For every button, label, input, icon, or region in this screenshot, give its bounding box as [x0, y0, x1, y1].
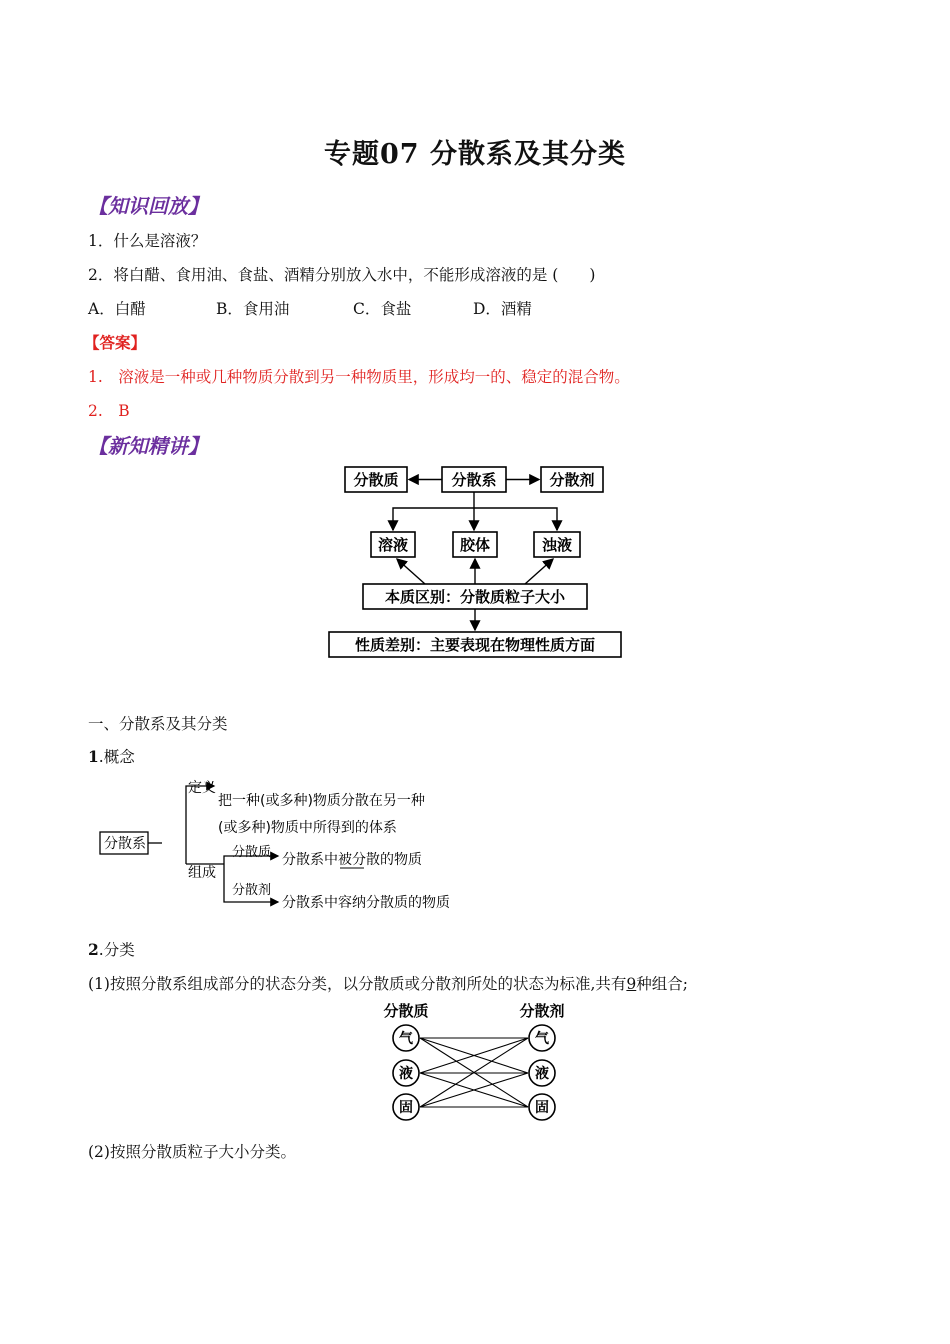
option-a: A．白醋 — [88, 300, 146, 318]
p1-prefix: (1)按照分散系组成部分的状态分类，以分散质或分散剂所处的状态为标准,共有 — [88, 975, 627, 993]
dispersoid-text: 分散系中被分散的物质 — [282, 852, 422, 868]
answer-2: 2. B — [88, 402, 130, 420]
question-1: 1．什么是溶液？ — [88, 232, 207, 250]
dispersion-overview-diagram — [325, 460, 625, 665]
arrow-essence-turbid — [525, 559, 553, 584]
label-solution: 溶液 — [377, 536, 409, 554]
page-title: 专题07 分散系及其分类 — [324, 139, 626, 170]
label-property: 性质差别：主要表现在物理性质方面 — [354, 636, 596, 654]
left-liquid-label: 液 — [399, 1066, 413, 1082]
label-turbid: 浊液 — [541, 536, 573, 554]
concept-diagram — [96, 772, 486, 920]
label-system: 分散系 — [451, 471, 497, 489]
root-label: 分散系 — [104, 836, 146, 852]
classify-number: 2 — [88, 940, 99, 959]
answer-heading: 【答案】 — [84, 333, 147, 352]
label-medium: 分散剂 — [549, 471, 595, 489]
concept-number: 1 — [88, 747, 99, 766]
combination-count: 9 — [626, 975, 637, 993]
classify-heading — [88, 938, 135, 960]
p1-suffix: 种组合; — [636, 975, 688, 993]
right-title: 分散剂 — [519, 1002, 565, 1020]
option-c: C．食盐 — [353, 300, 412, 318]
medium-text: 分散系中容纳分散质的物质 — [282, 895, 450, 911]
composition-label: 组成 — [188, 865, 216, 881]
right-solid-label: 固 — [535, 1100, 549, 1116]
medium-label: 分散剂 — [232, 883, 272, 898]
question-2: 2．将白醋、食用油、食盐、酒精分别放入水中，不能形成溶液的是 ( ) — [88, 266, 596, 284]
right-gas-label: 气 — [535, 1031, 549, 1047]
label-essence: 本质区别：分散质粒子大小 — [384, 588, 566, 606]
state-combination-diagram — [378, 998, 574, 1126]
option-b: B．食用油 — [216, 300, 290, 318]
classify-paragraph-1 — [88, 972, 688, 994]
dispersoid-label: 分散质 — [232, 845, 272, 860]
classify-paragraph-2: (2)按照分散质粒子大小分类。 — [88, 1143, 296, 1161]
branch-line — [393, 508, 557, 530]
definition-text-1: 把一种(或多种)物质分散在另一种 — [218, 793, 425, 809]
arrow-essence-solution — [397, 559, 425, 584]
part1-heading: 一、分散系及其分类 — [88, 715, 228, 733]
concept-heading — [88, 745, 135, 767]
definition-label: 定义 — [188, 780, 216, 796]
answer-1: 1. 溶液是一种或几种物质分散到另一种物质里，形成均一的、稳定的混合物。 — [88, 368, 630, 386]
section-heading-new-knowledge: 【新知精讲】 — [88, 434, 208, 458]
option-d: D．酒精 — [473, 300, 532, 318]
left-solid-label: 固 — [399, 1100, 413, 1116]
concept-label: .概念 — [98, 748, 135, 766]
definition-text-2: (或多种)物质中所得到的体系 — [218, 820, 397, 836]
right-liquid-label: 液 — [535, 1066, 549, 1082]
label-dispersoid: 分散质 — [353, 471, 399, 489]
left-gas-label: 气 — [399, 1031, 413, 1047]
classify-label: .分类 — [98, 941, 135, 959]
label-colloid: 胶体 — [459, 536, 491, 554]
left-title: 分散质 — [383, 1002, 429, 1020]
section-heading-review: 【知识回放】 — [88, 194, 208, 218]
